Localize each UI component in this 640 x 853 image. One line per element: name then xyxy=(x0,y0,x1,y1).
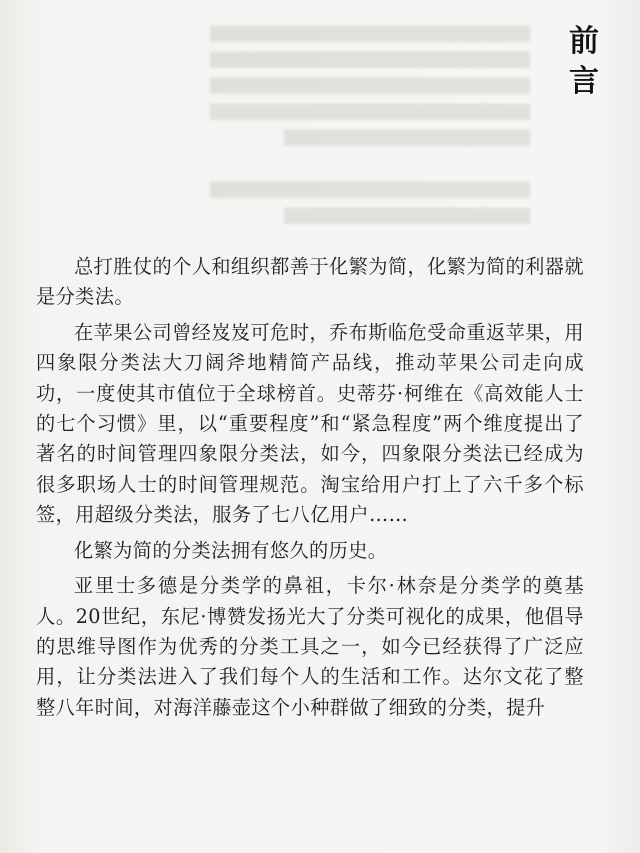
title-char-2: 言 xyxy=(569,64,599,99)
paragraph-3: 化繁为简的分类法拥有悠久的历史。 xyxy=(74,538,388,562)
paragraph-4: 亚里士多德是分类学的鼻祖，卡尔·林奈是分类学的奠基人。20世纪，东尼·博赞发扬光大了分类可视化的成果，他倡导的思维导图作为优秀的分类工具之一，如今已经获得了广泛应用，让分类法进入了我们每个人的生活和工作。达尔文花了整整八年时间，对海洋藤壶这个小种群做了细致的分类，提升 xyxy=(36,574,584,719)
page-title xyxy=(566,22,602,102)
bleed-through-text: ▇▇▇▇▇▇▇▇▇▇▇▇▇▇▇▇▇▇▇▇▇▇▇▇▇▇ ▇▇▇▇▇▇▇▇▇▇▇▇▇▇▇▇▇▇▇▇▇▇▇▇▇▇ ▇▇▇▇▇▇▇▇▇▇▇▇▇▇▇▇▇▇▇▇▇▇▇▇▇▇ ▇▇▇▇▇▇▇▇▇▇▇▇▇▇▇▇▇▇▇▇▇▇▇▇▇▇ ▇▇▇▇▇▇▇▇▇▇▇▇▇▇▇▇▇▇▇▇ ▇▇▇▇▇▇▇▇▇▇▇▇▇▇▇▇▇▇▇▇▇▇▇▇▇▇ ▇▇▇▇▇▇▇▇▇▇▇▇▇▇▇▇▇▇▇▇ xyxy=(210,23,530,224)
paragraph-2: 在苹果公司曾经岌岌可危时，乔布斯临危受命重返苹果，用四象限分类法大刀阔斧地精简产品线，推动苹果公司走向成功，一度使其市值位于全球榜首。史蒂芬·柯维在《高效能人士的七个习惯》里，以“重要程度”和“紧急程度”两个维度提出了著名的时间管理四象限分类法，如今，四象限分类法已经成为很多职场人士的时间管理规范。淘宝给用户打上了六千多个标签，用超级分类法，服务了七八亿用户…… xyxy=(36,321,584,526)
paragraph-1: 总打胜仗的个人和组织都善于化繁为简，化繁为简的利器就是分类法。 xyxy=(36,255,584,309)
title-char-1: 前 xyxy=(569,24,599,59)
body-text xyxy=(36,252,584,728)
